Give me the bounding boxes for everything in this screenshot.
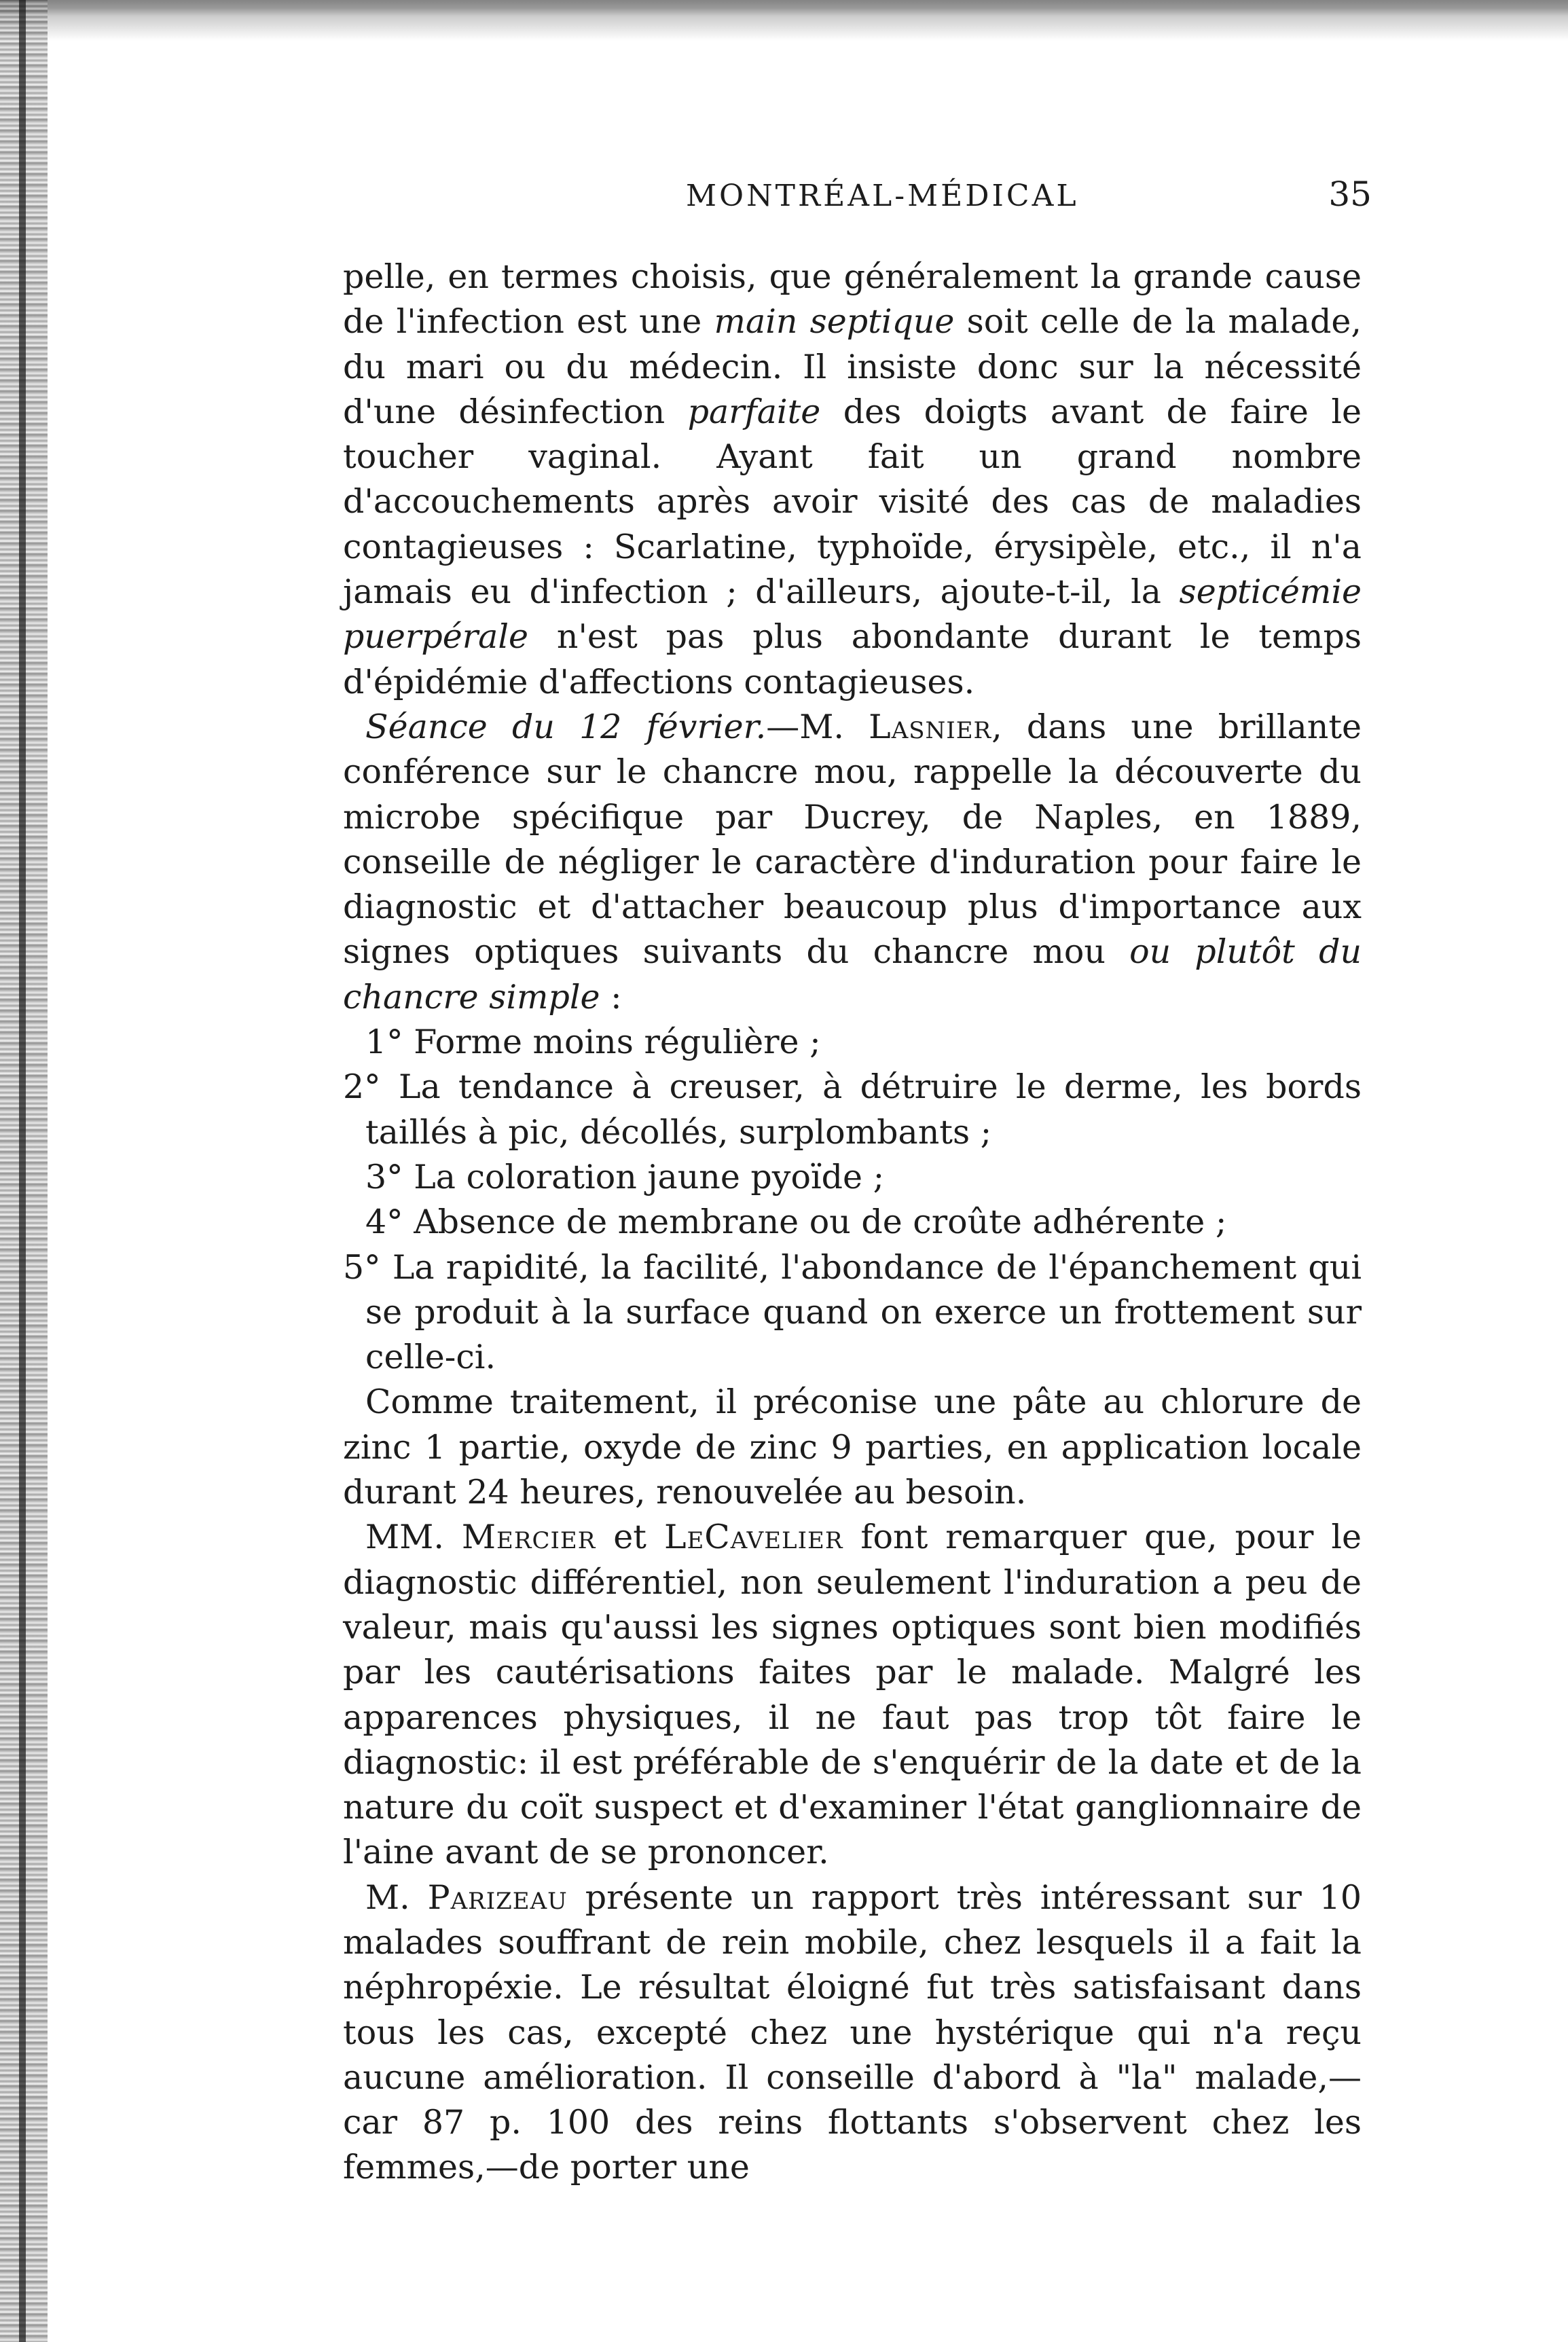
book-gutter-edge xyxy=(19,0,26,2342)
page-body xyxy=(343,255,1362,2191)
text-run: font remarquer que, pour le diagnostic différentiel, non seulement l'induration a peu de valeur, mais qu'aussi les signes optiques sont bien modifiés par les cautérisations faites par le malade. Malgré les apparences physiques, il ne faut pas trop tôt faire le diagnostic: il est préférable de s'enquérir de la date et de la nature du coït suspect et d'examiner l'état ganglionnaire de l'aine avant de se prononcer. xyxy=(343,1518,1362,1872)
text-run: M. xyxy=(365,1878,428,1917)
list-item: 4° Absence de membrane ou de croûte adhérente ; xyxy=(365,1203,1227,1242)
list-item: 5° La rapidité, la facilité, l'abondance de l'épanchement qui se produit à la surface quand on exerce un frottement sur celle-ci. xyxy=(343,1247,1362,1377)
text-run: des doigts avant de faire le toucher vaginal. Ayant fait un grand nombre d'accouchements après avoir visité des cas de maladies contagieuses : Scarlatine, typhoïde, érysipèle, etc., il n'a jamais eu d'infection ; d'ailleurs, ajoute-t-il, la xyxy=(343,392,1362,612)
text-run: soit celle de la malade, du mari ou du médecin. Il insiste donc sur la nécessité d'une désinfection xyxy=(343,302,1362,431)
italic-run: parfaite xyxy=(687,392,821,431)
paragraph-parizeau xyxy=(343,1876,1362,2191)
scan-top-shadow xyxy=(0,0,1568,41)
italic-run: main septique xyxy=(714,302,955,342)
paragraph-infection xyxy=(343,255,1362,705)
text-run: : xyxy=(600,977,622,1017)
text-run: pelle, en termes choisis, que généralement la grande cause de l'infection est une xyxy=(343,257,1362,342)
author-name: Mercier xyxy=(461,1518,596,1557)
italic-run: ou plutôt du chancre simple xyxy=(343,932,1362,1017)
author-name: Lasnier xyxy=(869,707,992,746)
session-date: Séance du 12 février. xyxy=(365,707,767,746)
running-title: MONTRÉAL-MÉDICAL xyxy=(686,179,1079,213)
text-run: présente un rapport très intéressant sur 10 malades souffrant de rein mobile, chez lesquels il a fait la néphropéxie. Le résultat éloigné fut très satisfaisant dans tous les cas, excepté chez une hystérique qui n'a reçu aucune amélioration. Il conseille d'abord à "la" malade,—car 87 p. 100 des reins flottants s'observent chez les femmes,—de porter une xyxy=(343,1878,1362,2187)
list-item: 1° Forme moins régulière ; xyxy=(365,1023,821,1062)
page-number: 35 xyxy=(1328,175,1372,214)
text-run: —M. xyxy=(766,707,869,746)
paragraph-seance xyxy=(343,705,1362,1020)
list-item: 3° La coloration jaune pyoïde ; xyxy=(365,1157,885,1196)
italic-run: septicémie puerpérale xyxy=(343,572,1362,657)
text-run: et xyxy=(596,1518,664,1557)
paragraph-treatment: Comme traitement, il préconise une pâte au chlorure de zinc 1 partie, oxyde de zinc 9 parties, en application locale durant 24 heures, renouvelée au besoin. xyxy=(343,1383,1362,1512)
author-name: LeCavelier xyxy=(663,1518,843,1557)
paragraph-diagnostic xyxy=(343,1515,1362,1875)
text-run: MM. xyxy=(365,1518,462,1557)
author-name: Parizeau xyxy=(427,1878,568,1917)
list-item: 2° La tendance à creuser, à détruire le derme, les bords taillés à pic, décollés, surplombants ; xyxy=(343,1067,1362,1152)
text-run: , dans une brillante conférence sur le chancre mou, rappelle la découverte du microbe spécifique par Ducrey, de Naples, en 1889, conseille de négliger le caractère d'induration pour faire le diagnostic et d'attacher beaucoup plus d'importance aux signes optiques suivants du chancre mou xyxy=(343,707,1362,972)
page-header xyxy=(340,173,1372,227)
text-run: n'est pas plus abondante durant le temps d'épidémie d'affections contagieuses. xyxy=(343,617,1362,701)
